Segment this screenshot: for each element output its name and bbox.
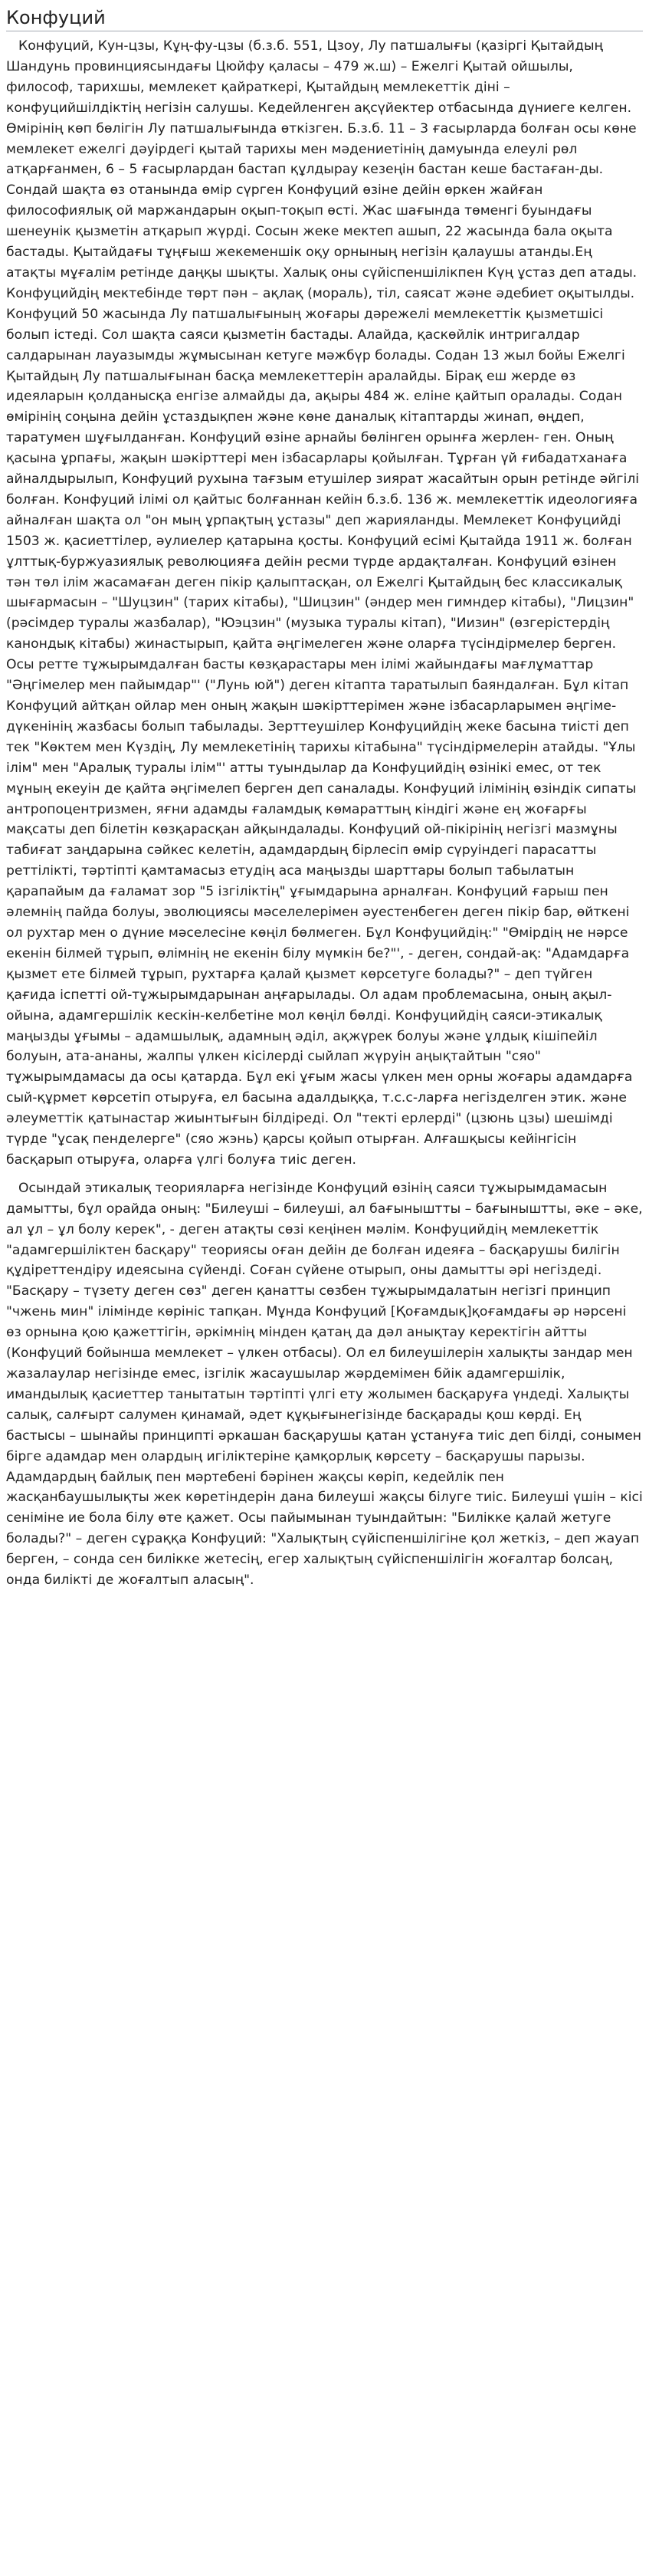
paragraph-2: Осындай этикалық теорияларға негізінде Конфуций өзінің саяси тұжырымдамасын дамытты, бұл орайда оның: "Билеуші – билеуші, ал бағыныштты – бағыныштты, әке – әке, ал ұл – ұл болу керек", - деген атақты сөзі кеңінен мәлім. Конфуцийдің мемлекеттік "адамгершіліктен басқару" теориясы оған дейін де болған идеяға – басқарушы билігін құдіреттендіру идеясына сүйенді. Соған сүйене отырып, оны дамытты әрі негіздеді. "Басқару – түзету деген сөз" деген қанатты сөзбен тұжырымдалатын негізгі принцип "чжень мин" ілімінде көрініс тапқан. Мұнда Конфуций [Қоғамдық]қоғамдағы әр нәрсені өз орнына қою қажеттігін, әркімнің мінден қатаң да дәл анықтау керектігін айтты (Конфуций бойынша мемлекет – үлкен отбасы). Ол ел билеушілерін халықты зандар мен жазалаулар негізінде емес, ізгілік жасаушылар жәрдемімен бйік адамгершілік, имандылық қасиеттер танытатын тәртіпті үлгі ету жолымен басқаруға үндеді. Халықты салық, салғырт салумен қинамай, әдет құқығынегізінде басқарады қош көрді. Ең бастысы – шынайы принципті әркашан басқарушы қатан ұстануға тиіс деп білді, сонымен бірге адамдар мен олардың игіліктеріне қамқорлық көрсету – басқарушы парызы. Адамдардың байлық пен мәртебені бәрінен жақсы көріп, кедейлік пен жасқанбаушылықты жек көретіндерін дана билеуші жақсы білуге тиіс. Билеуші үшін – кісі сеніміне ие бола білу өте қажет. Осы пайымынан туындайтын: "Билікке қалай жетуге болады?" – деген сұраққа Конфуций: "Халықтың сүйіспеншілігіне қол жеткіз, – деп жауап берген, – сонда сен билікке жетесің, егер халықтың сүйіспеншілігін жоғалтар болсаң, онда билікті де жоғалтып аласың". [6,1180,643,1589]
paragraph-1: Конфуций, Кун-цзы, Кұң-фу-цзы (б.з.б. 551, Цзоу, Лу патшалығы (қазіргі Қытайдың Шандунь провинциясындағы Цюйфу қаласы – 479 ж.ш) – Ежелгі Қытай ойшылы, философ, тарихшы, мемлекет қайраткері, Қытайдың мемлекеттік діні – конфуцийшілдіктің негізін салушы. Кедейленген ақсүйектер отбасында дүниеге келген. Өмірінің көп бөлігін Лу патшалығында өткізген. Б.з.б. 11 – 3 ғасырларда болған осы көне мемлекет ежелгі дәуірдегі қытай тарихы мен мәдениетінің дамуында елеулі рөл атқарғанмен, 6 – 5 ғасырлардан бастап құлдырау кезеңін бастан кеше бастаған-ды. Сондай шақта өз отанында өмір сүрген Конфуций өзіне дейін өркен жайған философиялық ой маржандарын оқып-тоқып өсті. Жас шағында төменгі буындағы шенеунік қызметін атқарып жүрді. Сосын жеке мектеп ашып, 22 жасында бала оқыта бастады. Қытайдағы тұңғыш жекеменшік оқу орнының негізін қалаушы атанды.Ең атақты мұғалім ретінде даңқы шықты. Халық оны сүйіспеншілікпен Күң ұстаз деп атады. Конфуцийдің мектебінде төрт пән – ақлақ (мораль), тіл, саясат және әдебиет оқытылды. Конфуций 50 жасында Лу патшалығының жоғары дәрежелі мемлекеттік қызметшісі болып істеді. Сол шақта саяси қызметін бастады. Алайда, қаскөйлік интригалдар салдарынан лауазымды жұмысынан кетуге мәжбүр болады. Содан 13 жыл бойы Ежелгі Қытайдың Лу патшалығынан басқа мемлекеттерін аралайды. Бірақ еш жерде өз идеяларын қолданысқа енгізе алмайды да, ақыры 484 ж. еліне қайтып оралады. Содан өмірінің соңына дейін ұстаздықпен және көне даналық кітаптарды жинап, өңдеп, таратумен шұғылданған. Конфуций өзіне арнайы бөлінген орынға жерлен- ген. Оның қасына ұрпағы, жақын шәкірттері мен ізбасарлары қойылған. Тұрған үй ғибадатханаға айналдырылып, Конфуций рухына тағзым етушілер зиярат жасайтын орын ретінде әйгілі болған. Конфуций ілімі ол қайтыс болғаннан кейін б.з.б. 136 ж. мемлекеттік идеологияға айналған шақта ол "он мың ұрпақтың ұстазы" деп жарияланды. Мемлекет Конфуцийді 1503 ж. қасиеттілер, әулиелер қатарына қосты. Конфуций есімі Қытайда 1911 ж. болған ұлттық-буржуазиялық революцияға дейін ресми түрде ардақталған. Конфуций өзінен тән төл ілім жасамаған деген пікір қалыптасқан, ол Ежелгі Қытайдың бес классикалық шығармасын – "Шуцзин" (тарих кітабы), "Шицзин" (әндер мен гимндер кітабы), "Лицзин" (рәсімдер туралы жазбалар), "Юэцзин" (музыка туралы кітап), "Иизин" (өзгерістердің канондық кітабы) жинастырып, қайта әңгімелеген және оларға түсіндірмелер берген. Осы ретте тұжырымдалған басты көзқарастары мен ілімі жайындағы мағлұматтар "Әңгімелер мен пайымдар"' ("Лунь юй") деген кітапта таратылып баяндалған. Бұл кітап Конфуций айтқан ойлар мен оның жақын шәкірттерімен және ізбасарларымен әңгіме-дүкенінің жазбасы болып табылады. Зерттеушілер Конфуцийдің жеке басына тиісті деп тек "Көктем мен Күздің, Лу мемлекетінің тарихы кітабына" түсіндірмелерін атайды. "Ұлы ілім" мен "Аралық туралы ілім"' атты туындылар да Конфуцийдің өзінікі емес, от тек мұның екеуін де қайта әңгімелеп берген деп саналады. Конфуций ілімінің өзіндік сипаты антропоцентризмен, яғни адамды ғаламдық көмараттың кіндігі және ең жоғарғы мақсаты деп білетін көзқарасқан айқындалады. Конфуций ой-пікірінің негізгі мазмұны табиғат заңдарына сәйкес келетін, адамдардың бірлесіп өмір сүруіндегі парасатты реттілікті, тәртіпті қамтамасыз етудің аса маңызды шарттары болып табылатын қарапайым да ғаламат зор "5 ізгіліктің" ұғымдарына арналған. Конфуций ғарыш пен әлемнің пайда болуы, эволюциясы мәселелерімен әуестенбеген деген пікір бар, өйткені ол рухтар мен о дүние мәселесіне көңіл бөлмеген. Бұл Конфуцийдің:" "Өмірдің не нәрсе екенін білмей тұрып, өлімнің не екенін білу мүмкін бе?"', - деген, сондай-ақ: "Адамдарға қызмет ете білмей тұрып, рухтарға қалай қызмет көрсетуге болады?" – деп түйген қағида іспетті ой-тұжырымдарынан аңғарылады. Ол адам проблемасына, оның ақыл-ойына, адамгершілік кескін-келбетіне мол көңіл бөлді. Конфуцийдің саяси-этикалық маңызды ұғымы – адамшылық, адамның әділ, ақжүрек болуы және ұлдық кішіпейіл болуын, ата-ананы, жалпы үлкен кісілерді сыйлап жүруін аңықтайтын "сяо" тұжырымдамасы да осы қатарда. Бұл екі ұғым жасы үлкен мен орны жоғары адамдарға сый-құрмет көрсетіп отыруға, ел басына адалдыққа, т.с.с-ларға негізделген этик. және әлеуметтік қатынастар жиынтығын білдіреді. Ол "текті ерлерді" (цзюнь цзы) шешімді түрде "ұсақ пенделерге" (сяо жэнь) қарсы қойып отырған. Алғашқысы кейінгісін басқарып отыруға, оларға үлгі болуға тиіс деген. [6,38,639,1168]
page-title: Конфуций [6,6,643,31]
